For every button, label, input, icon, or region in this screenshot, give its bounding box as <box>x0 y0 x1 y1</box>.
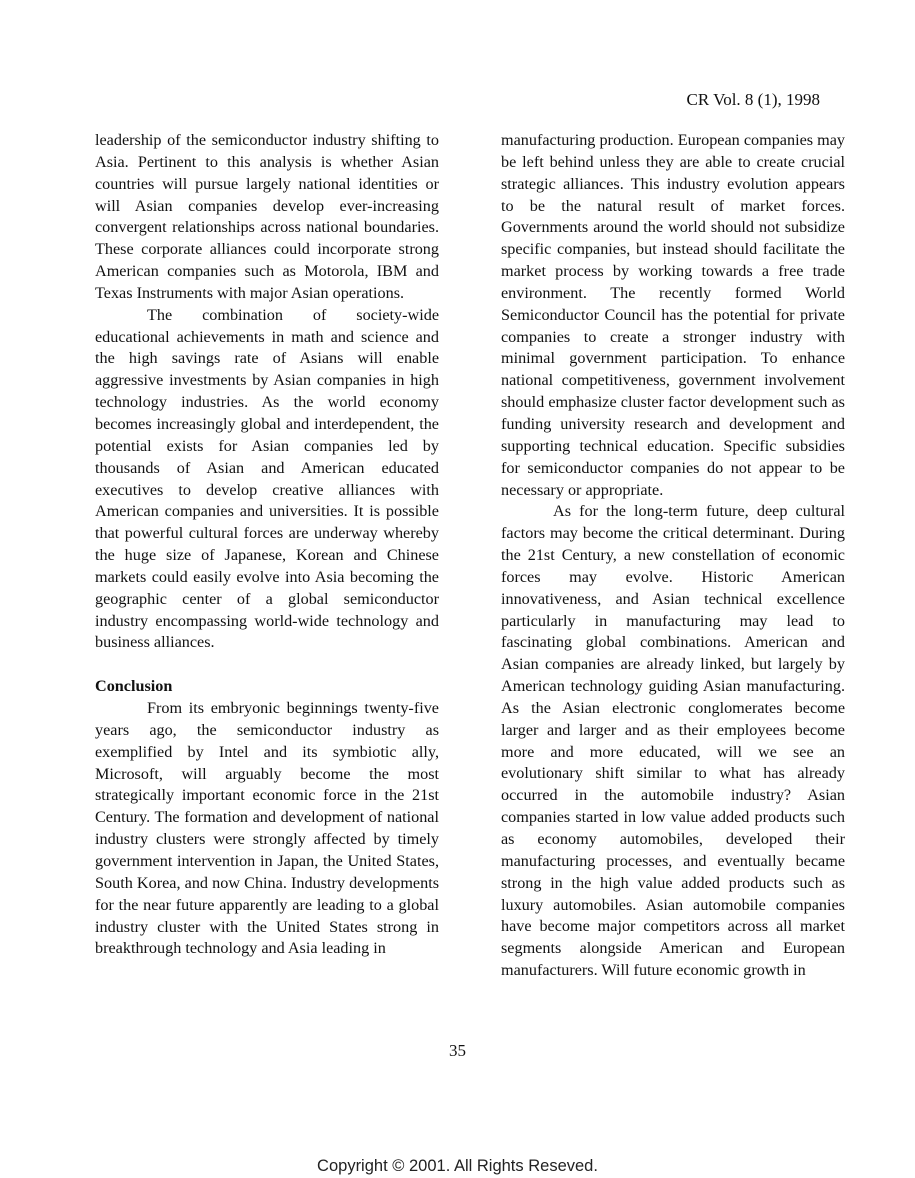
body-paragraph: manufacturing production. European companies may be left behind unless they are able to create crucial strategic alliances. This industry evolution appears to be the natural result of market forces. Governments around the world should not subsidize specific companies, but instead should facilitate the market process by working towards a free trade environment. The recently formed World Semiconductor Council has the potential for private companies to create a stronger industry with minimal government participation. To enhance national competitiveness, government involvement should emphasize cluster factor development such as funding university research and development and supporting technical education. Specific subsidies for semiconductor companies do not appear to be necessary or appropriate. <box>501 131 845 499</box>
journal-reference: CR Vol. 8 (1), 1998 <box>686 90 820 109</box>
body-paragraph: As for the long-term future, deep cultural factors may become the critical determinant. During the 21st Century, a new constellation of economic forces may evolve. Historic American innovativeness, and Asian technical excellence particularly in manufacturing may lead to fascinating global combinations. American and Asian companies are already linked, but largely by American technology guiding Asian manufacturing. As the Asian electronic conglomerates become larger and larger and as their employees become more and more educated, will we see an evolutionary shift similar to what has already occurred in the automobile industry? Asian companies started in low value added products such as economy automobiles, developed their manufacturing processes, and eventually became strong in the high value added products such as luxury automobiles. Asian automobile companies have become major competitors across all market segments alongside American and European manufacturers. Will future economic growth in <box>501 502 845 980</box>
body-paragraph: leadership of the semiconductor industry shifting to Asia. Pertinent to this analysis is whether Asian countries will pursue largely national identities or will Asian companies develop ever-increasing convergent relationships across national boundaries. These corporate alliances could incorporate strong American companies such as Motorola, IBM and Texas Instruments with major Asian operations. <box>95 131 439 302</box>
section-heading: Conclusion <box>95 677 173 696</box>
body-paragraph: From its embryonic beginnings twenty-five years ago, the semiconductor industry as exemplified by Intel and its symbiotic ally, Microsoft, will arguably become the most strategically important economic force in the 21st Century. The formation and development of national industry clusters were strongly affected by timely government intervention in Japan, the United States, South Korea, and now China. Industry developments for the near future apparently are leading to a global industry cluster with the United States strong in breakthrough technology and Asia leading in <box>95 699 439 958</box>
body-paragraph: The combination of society-wide educational achievements in math and science and the high savings rate of Asians will enable aggressive investments by Asian companies in high technology industries. As the world economy becomes increasingly global and interdependent, the potential exists for Asian companies led by thousands of Asian and American educated executives to develop creative alliances with American companies and universities. It is possible that powerful cultural forces are underway whereby the huge size of Japanese, Korean and Chinese markets could easily evolve into Asia becoming the geographic center of a global semiconductor industry encompassing world-wide technology and business alliances. <box>95 305 439 652</box>
copyright-footer: Copyright © 2001. All Rights Reseved. <box>317 1157 598 1175</box>
page-number: 35 <box>449 1041 466 1060</box>
right-column <box>501 130 845 982</box>
left-column <box>95 130 439 960</box>
